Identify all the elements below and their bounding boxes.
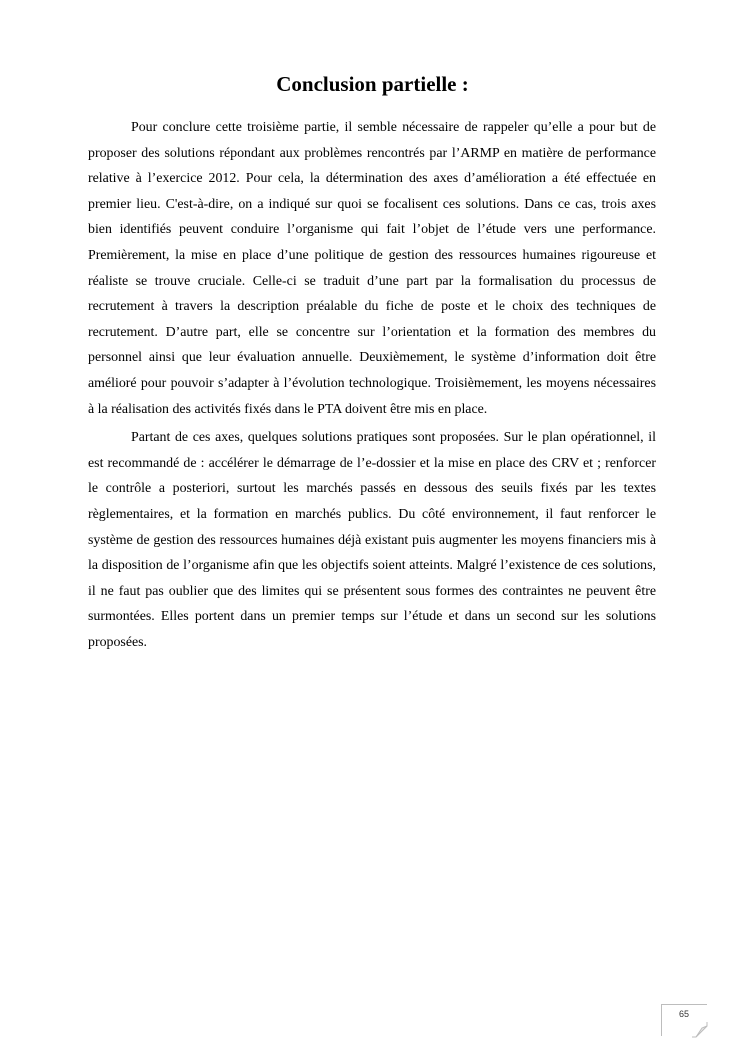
page-number: 65 <box>678 1009 689 1019</box>
paragraph-summary: Pour conclure cette troisième partie, il semble nécessaire de rappeler qu’elle a pour but de proposer des solutions répondant aux problèmes rencontrés par l’ARMP en matière de performance relative à l’exercice 2012. Pour cela, la détermination des axes d’amélioration a été effectuée en premier lieu. C'est-à-dire, on a indiqué sur quoi se focalisent ces solutions. Dans ce cas, trois axes bien identifiés peuvent conduire l’organisme qui fait l’objet de l’étude vers une performance. Premièrement, la mise en place d’une politique de gestion des ressources humaines rigoureuse et réaliste se trouve cruciale. Celle-ci se traduit d’une part par la formalisation du processus de recrutement à travers la description préalable du fiche de poste et le choix des techniques de recrutement. D’autre part, elle se concentre sur l’orientation et la formation des membres du personnel ainsi que leur évaluation annuelle. Deuxièmement, le système d’information doit être amélioré pour pouvoir s’adapter à l’évolution technologique. Troisièmement, les moyens nécessaires à la réalisation des activités fixés dans le PTA doivent être mis en place. <box>88 120 656 417</box>
page-curl-icon <box>692 1022 708 1038</box>
section-title: Conclusion partielle : <box>276 72 469 96</box>
paragraph-solutions: Partant de ces axes, quelques solutions pratiques sont proposées. Sur le plan opérationnel, il est recommandé de : accélérer le démarrage de l’e-dossier et la mise en place des CRV et ; renforcer le contrôle a posteriori, surtout les marchés passés en dessous des seuils fixés par les textes règlementaires, et la formation en marchés publics. Du côté environnement, il faut renforcer le système de gestion des ressources humaines déjà existant puis augmenter les moyens financiers mis à la disposition de l’organisme afin que les objectifs soient atteints. Malgré l’existence de ces solutions, il ne faut pas oublier que des limites qui se présentent sous formes des contraintes ne peuvent être surmontées. Elles portent dans un premier temps sur l’étude et dans un second sur les solutions proposées. <box>88 430 656 650</box>
body-text <box>88 115 656 658</box>
